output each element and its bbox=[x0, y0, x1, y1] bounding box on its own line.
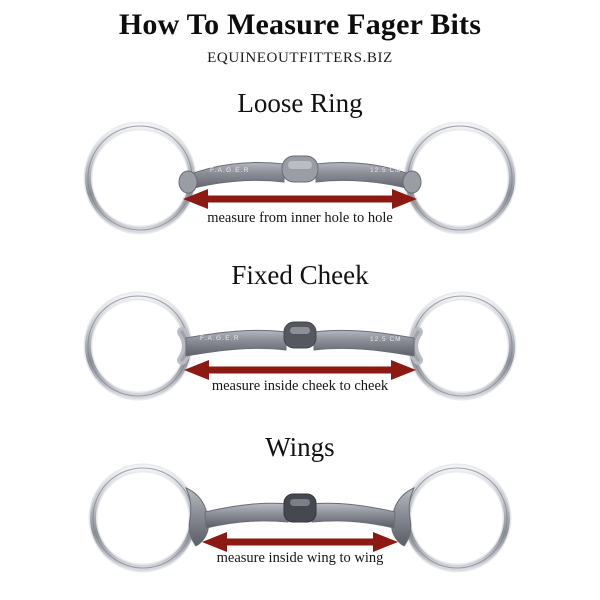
page-title: How To Measure Fager Bits bbox=[118, 8, 482, 41]
engraving-left-loose-ring: F.A.G.E.R bbox=[210, 167, 250, 174]
section-title-fixed-cheek: Fixed Cheek bbox=[231, 260, 369, 290]
engraving-right-fixed-cheek: 12.5 CM bbox=[370, 336, 402, 343]
caption-loose-ring: measure from inner hole to hole bbox=[207, 210, 393, 226]
caption-wings: measure inside wing to wing bbox=[216, 550, 384, 566]
engraving-right-loose-ring: 12.5 CM bbox=[370, 167, 402, 174]
bit-illustration-loose-ring bbox=[0, 116, 600, 266]
bit-illustration-fixed-cheek bbox=[0, 288, 600, 438]
bit-illustration-wings bbox=[0, 460, 600, 600]
measurement-arrow-loose-ring bbox=[183, 189, 417, 209]
section-title-wings: Wings bbox=[265, 432, 335, 462]
section-wings bbox=[0, 432, 600, 592]
mouthpiece-fixed-cheek bbox=[186, 322, 414, 356]
section-loose-ring bbox=[0, 88, 600, 238]
center-link-wings bbox=[284, 494, 316, 522]
measurement-arrow-fixed-cheek bbox=[184, 360, 416, 380]
wing-right bbox=[312, 488, 414, 546]
wing-left bbox=[186, 488, 288, 546]
page-subtitle: EQUINEOUTFITTERS.BIZ bbox=[207, 50, 393, 66]
mouthpiece-loose-ring bbox=[179, 156, 421, 193]
caption-fixed-cheek: measure inside cheek to cheek bbox=[211, 378, 389, 394]
section-fixed-cheek bbox=[0, 260, 600, 410]
section-title-loose-ring: Loose Ring bbox=[237, 88, 363, 118]
measurement-arrow-wings bbox=[202, 532, 398, 552]
engraving-left-fixed-cheek: F.A.G.E.R bbox=[200, 335, 240, 342]
